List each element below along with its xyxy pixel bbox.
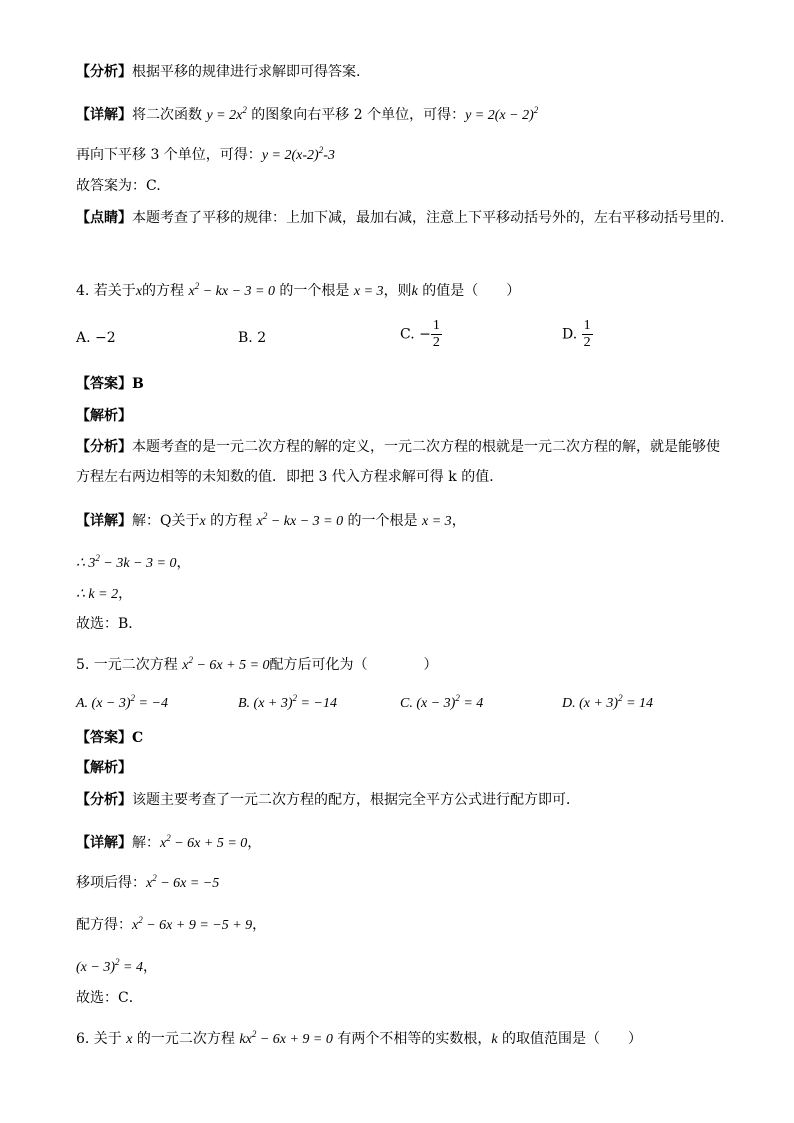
option-label: B. (x + 3) [238, 696, 293, 711]
step-text: 移项后得： [76, 875, 146, 891]
exponent: 2 [188, 655, 193, 665]
choose-text: 故选：C． [76, 990, 143, 1006]
q5-option-d[interactable] [562, 688, 653, 714]
exponent: 2 [95, 553, 100, 563]
equation: x [146, 876, 153, 891]
punctuation: ， [252, 917, 267, 933]
stem-text: 的方程 [142, 283, 189, 299]
exponent: 2 [130, 693, 136, 703]
equation: − kx − 3 = 0 [267, 514, 344, 529]
q4-detail [76, 506, 466, 532]
q5-step-move [76, 868, 219, 894]
detail-tag: 【详解】 [76, 835, 132, 851]
stem-text: ，则 [383, 283, 412, 299]
equation: = 4 [119, 960, 143, 975]
q4-option-a[interactable] [76, 328, 116, 348]
detail-text: 的一个根是 [343, 513, 423, 529]
equation: − 6x + 5 = 0 [192, 658, 270, 673]
punctuation: ， [176, 555, 191, 571]
q3-detail-line [76, 100, 538, 126]
q6-stem [76, 1024, 642, 1050]
fraction [431, 318, 442, 351]
q4-option-d[interactable] [562, 318, 593, 351]
punctuation: ， [247, 835, 262, 851]
equation: x [188, 284, 195, 299]
detail-text: 解：Q关于 [132, 513, 200, 529]
analysis-text: 本题考查的是一元二次方程的解的定义，一元二次方程的根就是一元二次方程的解，就是能够使方程左右两边相等的未知数的值．即把 3 代入方程求解可得 k 的值． [76, 439, 720, 485]
q3-shift-down-line [76, 140, 335, 166]
q4-stem [76, 276, 520, 302]
exponent: 2 [533, 105, 539, 115]
exponent: 2 [292, 693, 298, 703]
equation: − 6x = −5 [156, 876, 220, 891]
stem-text: 的值是（ ） [417, 283, 521, 299]
equation: − 6x + 9 = 0 [256, 1032, 333, 1047]
equation: − 6x + 5 = 0 [170, 836, 248, 851]
equation: − 6x + 9 = −5 + 9 [142, 918, 253, 933]
denominator: 2 [583, 335, 591, 350]
option-label: B. 2 [238, 330, 267, 346]
q4-step1 [76, 548, 190, 574]
q5-step-result [76, 952, 157, 978]
exponent: 2 [166, 833, 171, 843]
q5-analysis [76, 790, 580, 810]
q3-comment [76, 203, 726, 233]
q5-stem [76, 650, 438, 676]
variable: x [199, 514, 206, 529]
answer-text: 故答案为：C. [76, 178, 161, 194]
q4-option-c[interactable] [400, 318, 442, 351]
q5-option-c[interactable] [400, 688, 483, 714]
answer-text: 【答案】B [76, 376, 144, 392]
option-value: = −4 [135, 696, 168, 711]
stem-text: 配方后可化为（ ） [269, 657, 438, 673]
numerator: 1 [583, 318, 591, 333]
step-equation: ∴ 3 [76, 556, 96, 571]
fraction [582, 318, 593, 351]
q5-analysis-heading [76, 758, 132, 778]
formula: y = 2(x − 2) [465, 108, 534, 123]
analysis-tag: 【分析】 [76, 64, 132, 80]
stem-text: 6. 关于 [76, 1031, 127, 1047]
comment-text: 本题考查了平移的规律：上加下减，最加右减，注意上下平移动括号外的，左右平移动括号里的. [132, 210, 725, 226]
detail-text-a: 将二次函数 [132, 107, 207, 123]
equation: x [182, 658, 189, 673]
exponent: 2 [251, 1029, 257, 1039]
analysis-tag: 【分析】 [76, 439, 132, 455]
step-equation: k = 2 [88, 587, 119, 602]
stem-text: 的一个根是 [274, 283, 354, 299]
formula: y = 2x [206, 108, 243, 123]
equation: x [160, 836, 167, 851]
exponent: 2 [618, 693, 623, 703]
exponent: 2 [318, 145, 324, 155]
equation: x [256, 514, 263, 529]
analysis-text: 根据平移的规律进行求解即可得答案. [132, 64, 361, 80]
comment-tag: 【点睛】 [76, 210, 132, 226]
stem-text: 的一元二次方程 [132, 1031, 240, 1047]
numerator: 1 [432, 318, 440, 333]
analysis-heading: 【解析】 [76, 408, 132, 424]
detail-text: 解： [132, 835, 160, 851]
detail-text: ， [451, 513, 466, 529]
detail-text: 的方程 [205, 513, 257, 529]
root: x = 3 [353, 284, 384, 299]
analysis-tag: 【分析】 [76, 792, 132, 808]
q5-option-a[interactable] [76, 688, 168, 714]
equation: kx [239, 1032, 252, 1047]
q5-option-b[interactable] [238, 688, 337, 714]
option-value: = 14 [622, 696, 654, 711]
analysis-heading: 【解析】 [76, 760, 132, 776]
analysis-text: 该题主要考查了一元二次方程的配方，根据完全平方公式进行配方即可． [132, 792, 580, 808]
detail-tag: 【详解】 [76, 107, 132, 123]
formula: y = 2(x-2) [261, 148, 319, 163]
therefore-symbol: ∴ [76, 587, 89, 602]
stem-text: 5. 一元二次方程 [76, 657, 183, 673]
option-value: = 4 [459, 696, 484, 711]
exponent: 2 [455, 693, 460, 703]
variable: x [135, 284, 143, 299]
equation: x [132, 918, 139, 933]
stem-text: 的取值范围是（ ） [497, 1031, 643, 1047]
option-label: C. (x − 3) [400, 696, 456, 711]
exponent: 2 [115, 957, 120, 967]
variable: k [411, 284, 418, 299]
q5-detail [76, 828, 261, 854]
q4-analysis [76, 432, 726, 492]
variable: x [126, 1032, 133, 1047]
q4-choose [76, 614, 142, 634]
variable: k [491, 1032, 498, 1047]
root: x = 3 [422, 514, 452, 529]
choose-text: 故选：B． [76, 616, 143, 632]
q5-step-complete-square [76, 910, 266, 936]
denominator: 2 [432, 335, 440, 350]
exponent: 2 [262, 511, 268, 521]
stem-text: 有两个不相等的实数根， [332, 1031, 492, 1047]
punctuation: ， [118, 586, 133, 602]
q4-step2 [76, 584, 132, 605]
option-label: C. − [400, 326, 431, 343]
detail-text-b: 的图象向右平移 2 个单位，可得： [246, 107, 466, 123]
exponent: 2 [194, 281, 200, 291]
exponent: 2 [152, 873, 157, 883]
q5-choose [76, 988, 143, 1008]
step-equation: − 3k − 3 = 0 [99, 556, 177, 571]
option-label: D. (x + 3) [562, 696, 619, 711]
q3-analysis-line [76, 62, 360, 82]
equation: (x − 3) [76, 960, 115, 975]
exponent: 2 [138, 915, 143, 925]
option-label: A. −2 [76, 330, 116, 346]
q3-answer-line [76, 176, 161, 196]
option-label: D. [562, 326, 582, 343]
option-label: A. (x − 3) [76, 696, 131, 711]
detail-tag: 【详解】 [76, 513, 132, 529]
punctuation: ， [142, 959, 157, 975]
option-value: = −14 [297, 696, 337, 711]
exponent: 2 [242, 105, 247, 115]
step-text: 配方得： [76, 917, 132, 933]
q4-option-b[interactable] [238, 328, 266, 348]
q4-analysis-heading [76, 406, 132, 426]
equation: − kx − 3 = 0 [199, 284, 275, 299]
q4-answer [76, 374, 144, 394]
q5-answer [76, 728, 143, 748]
stem-text: 4. 若关于 [76, 283, 136, 299]
formula-tail: -3 [323, 148, 335, 163]
answer-text: 【答案】C [76, 730, 144, 746]
shift-text: 再向下平移 3 个单位，可得： [76, 147, 262, 163]
